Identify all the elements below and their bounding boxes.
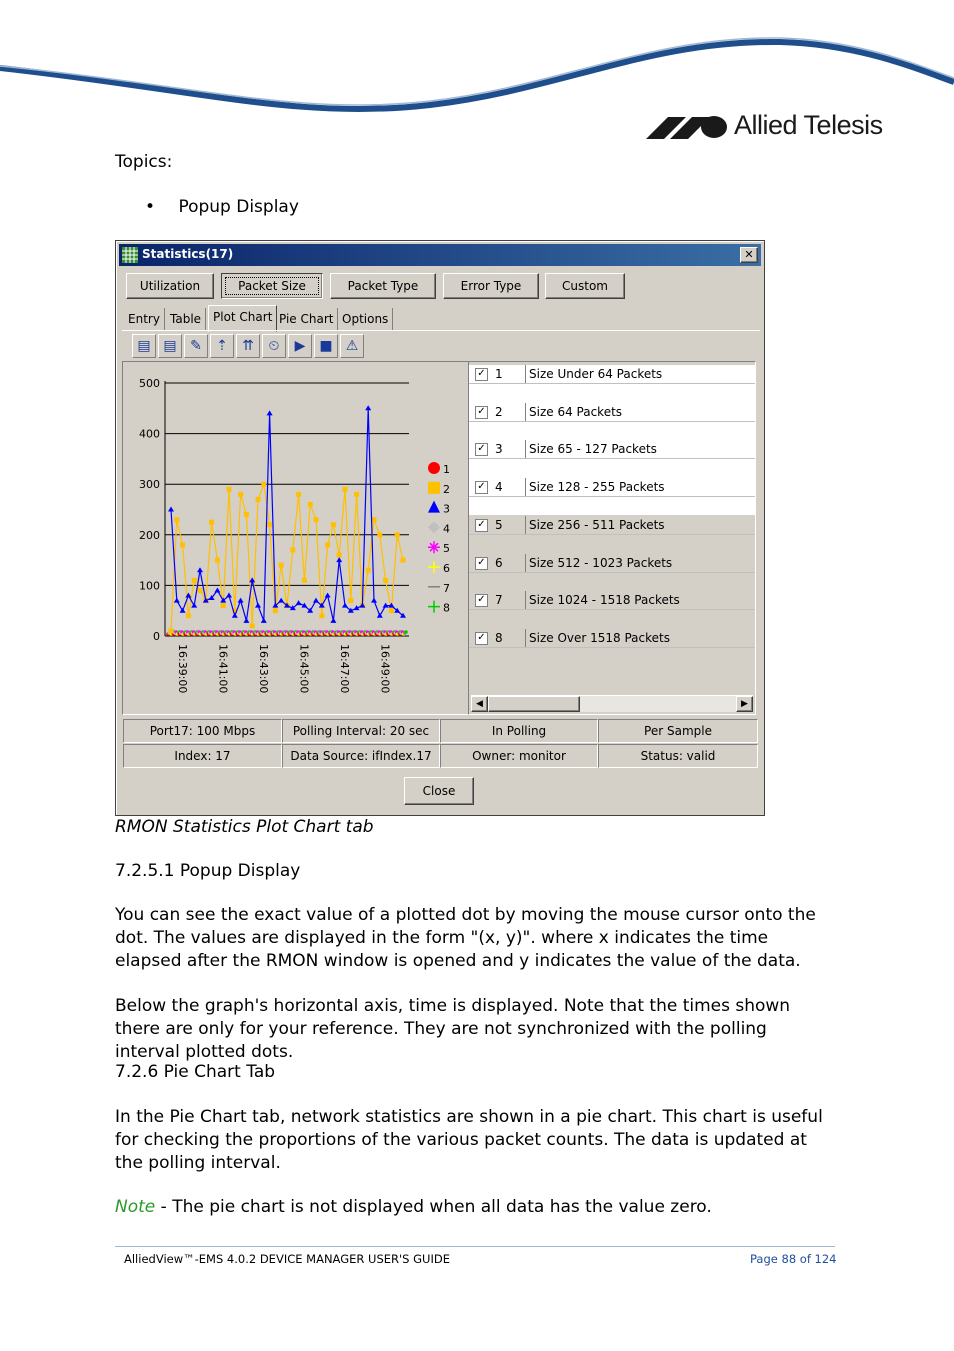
clear-icon: ✎	[190, 338, 202, 354]
column-divider	[525, 629, 526, 647]
toolbar-button[interactable]	[184, 334, 208, 358]
footer-rule	[115, 1246, 835, 1247]
checkbox[interactable]: ✓	[475, 481, 488, 494]
tab-options[interactable]: Options	[338, 308, 393, 330]
custom-button[interactable]: Custom	[545, 273, 625, 299]
scroll-left-button[interactable]: ◀	[471, 696, 488, 712]
legend-row[interactable]	[469, 403, 755, 422]
series-point	[174, 517, 179, 522]
legend-row-number: 4	[495, 480, 503, 495]
legend-row[interactable]	[469, 478, 755, 497]
status-cell: Polling Interval: 20 sec	[282, 719, 440, 743]
legend-mark-label: 2	[443, 482, 450, 496]
x-tick-label: 16:41:00	[216, 644, 230, 694]
series-point	[192, 578, 197, 583]
horizontal-scrollbar[interactable]	[471, 695, 753, 712]
topic-link-popup-display[interactable]: Popup Display	[178, 197, 299, 217]
close-icon: ✕	[744, 248, 754, 261]
alert-icon: ⚠	[345, 338, 359, 354]
series-point	[279, 563, 284, 568]
toolbar-button[interactable]	[236, 334, 260, 358]
section-heading-popup-display: 7.2.5.1 Popup Display	[115, 861, 301, 881]
footer-page: Page 88 of 124	[750, 1252, 837, 1266]
checkbox[interactable]: ✓	[475, 557, 488, 570]
legend-row-label: Size 256 - 511 Packets	[529, 517, 665, 532]
window-titlebar	[119, 244, 761, 266]
stop-icon: ■	[319, 338, 333, 354]
x-tick-label: 16:43:00	[257, 644, 270, 694]
note-paragraph	[115, 1196, 835, 1219]
series-point	[267, 522, 272, 527]
series-point	[198, 588, 203, 593]
status-cell: Owner: monitor	[440, 744, 598, 768]
tab-plot-chart[interactable]: Plot Chart	[208, 305, 277, 332]
series-point	[325, 542, 330, 547]
time-icon: ⏲	[268, 338, 280, 354]
tab-pie-chart[interactable]: Pie Chart	[275, 308, 338, 330]
window-close-button[interactable]	[740, 247, 758, 263]
series-point	[180, 542, 185, 547]
series-point	[348, 598, 353, 603]
legend-row[interactable]	[469, 629, 755, 648]
series-point	[256, 497, 261, 502]
checkbox[interactable]: ✓	[475, 519, 488, 532]
series-point	[169, 628, 174, 633]
legend-mark	[428, 482, 440, 494]
legend-row[interactable]	[469, 554, 755, 573]
y-tick-label: 300	[139, 478, 160, 492]
y-tick-label: 100	[139, 579, 160, 593]
legend-row-number: 2	[495, 404, 503, 419]
legend-row[interactable]	[469, 440, 755, 459]
status-cell: Per Sample	[598, 719, 758, 743]
legend-row-number: 1	[495, 367, 503, 381]
legend-row-label: Size 128 - 255 Packets	[529, 480, 665, 495]
legend-mark-label: 3	[443, 502, 450, 516]
statistics-window	[115, 240, 765, 816]
column-divider	[525, 478, 526, 496]
series-point	[186, 613, 191, 618]
legend-row-number: 7	[495, 593, 503, 608]
series-point	[314, 517, 319, 522]
series-point	[250, 623, 255, 628]
legend-row[interactable]	[469, 365, 755, 384]
play-icon: ▶	[294, 338, 306, 354]
series-point	[261, 482, 266, 487]
legend-mark-label: 7	[443, 581, 450, 595]
series-point	[244, 512, 249, 517]
series-point	[296, 492, 301, 497]
y-tick-label: 0	[153, 630, 160, 643]
series-point	[372, 517, 377, 522]
error-type-button[interactable]: Error Type	[443, 273, 539, 299]
chart-background	[123, 362, 468, 714]
series-point	[290, 547, 295, 552]
up-double-icon: ⇈	[242, 338, 254, 354]
brand-logo	[646, 110, 906, 146]
tab-table[interactable]: Table	[166, 308, 206, 330]
legend-row-number: 8	[495, 630, 503, 645]
x-tick-label: 16:49:00	[378, 644, 392, 694]
series-point	[227, 487, 232, 492]
series-point	[395, 532, 400, 537]
series-point	[238, 492, 243, 497]
y-tick-label: 400	[139, 427, 160, 441]
tab-divider	[122, 330, 760, 331]
brand-mark-icon	[646, 113, 730, 143]
legend-row-label: Size 65 - 127 Packets	[529, 442, 657, 457]
toolbar-button[interactable]	[158, 334, 182, 358]
series-point	[354, 492, 359, 497]
series-point	[383, 578, 388, 583]
legend-row-number: 6	[495, 555, 503, 570]
legend-row[interactable]	[469, 516, 755, 535]
toolbar-button[interactable]	[288, 334, 312, 358]
topics-list	[145, 196, 299, 219]
tab-entry[interactable]: Entry	[124, 308, 165, 330]
series-point	[331, 522, 336, 527]
status-cell: Status: valid	[598, 744, 758, 768]
series-point	[401, 558, 406, 563]
window-title: Statistics(17)	[142, 247, 234, 261]
toolbar-button[interactable]	[262, 334, 286, 358]
toolbar-button[interactable]	[340, 334, 364, 358]
scroll-right-button[interactable]: ▶	[736, 696, 753, 712]
checkbox[interactable]: ✓	[475, 443, 488, 456]
note-text: - The pie chart is not displayed when all data has the value zero.	[155, 1197, 712, 1217]
checkbox[interactable]: ✓	[475, 406, 488, 419]
column-divider	[525, 516, 526, 534]
y-tick-label: 500	[139, 377, 160, 390]
brand-name: Allied Telesis	[734, 110, 883, 140]
legend-row[interactable]	[469, 591, 755, 610]
paragraph-pie-chart: In the Pie Chart tab, network statistics are shown in a pie chart. This chart is useful for checking the proportions of the various packet counts. The data is updated at the polling interval.	[115, 1107, 823, 1173]
scroll-thumb[interactable]	[488, 696, 580, 712]
column-divider	[525, 403, 526, 421]
bullet: •	[145, 197, 156, 217]
section-heading-pie-chart: 7.2.6 Pie Chart Tab	[115, 1062, 276, 1082]
legend-mark-label: 8	[443, 601, 450, 615]
status-cell: In Polling	[440, 719, 598, 743]
stack-icon: ▤	[137, 338, 151, 354]
x-tick-label: 16:47:00	[338, 644, 351, 694]
paragraph-popup-2: Below the graph's horizontal axis, time is displayed. Note that the times shown there are only for your reference. They are not synchronized with the polling interval plotted dots.	[115, 996, 791, 1062]
checkbox[interactable]: ✓	[475, 368, 488, 381]
series-point	[404, 630, 408, 634]
series-point	[302, 578, 307, 583]
series-point	[209, 520, 214, 525]
series-point	[389, 608, 394, 613]
note-label: Note	[115, 1197, 156, 1217]
series-point	[273, 608, 278, 613]
up-icon: ⇡	[216, 338, 228, 354]
paragraph-popup-1: You can see the exact value of a plotted dot by moving the mouse cursor onto the dot. The values are displayed in the form "(x, y)". where x indicates the time elapsed after the RMON window is opened and y indicates the value of the data.	[115, 905, 816, 971]
legend-row-number: 3	[495, 442, 503, 457]
plot-chart	[123, 362, 468, 714]
legend-row-label: Size 512 - 1023 Packets	[529, 555, 673, 570]
checkbox[interactable]: ✓	[475, 594, 488, 607]
x-tick-label: 16:45:00	[297, 644, 311, 694]
column-divider	[525, 440, 526, 458]
series-point	[221, 603, 226, 608]
packet-size-button[interactable]: Packet Size	[221, 273, 323, 299]
series-point	[319, 613, 324, 618]
legend-row-label: Size 64 Packets	[529, 404, 623, 419]
legend-mark-label: 1	[443, 463, 450, 476]
grid-icon	[122, 247, 138, 263]
toolbar-button[interactable]	[314, 334, 338, 358]
figure-caption: RMON Statistics Plot Chart tab	[115, 817, 374, 837]
status-cell: Index: 17	[123, 744, 282, 768]
legend-row-number: 5	[495, 517, 503, 532]
legend-mark-label: 5	[443, 542, 450, 556]
status-cell: Port17: 100 Mbps	[123, 719, 282, 743]
stack-icon: ▤	[163, 338, 177, 354]
legend-mark-label: 6	[443, 562, 450, 575]
toolbar-button[interactable]	[210, 334, 234, 358]
series-point	[308, 502, 313, 507]
utilization-button[interactable]: Utilization	[126, 273, 214, 299]
toolbar-button[interactable]	[132, 334, 156, 358]
column-divider	[525, 591, 526, 609]
y-tick-label: 200	[139, 528, 160, 542]
close-button[interactable]: Close	[404, 777, 474, 805]
legend-mark	[428, 462, 440, 474]
series-point	[377, 532, 382, 537]
chart-panel	[122, 361, 469, 715]
footer-title: AlliedView™-EMS 4.0.2 DEVICE MANAGER USER'S GUIDE	[124, 1252, 450, 1266]
legend-row-label: Size Under 64 Packets	[529, 367, 663, 381]
status-cell: Data Source: ifIndex.17	[282, 744, 440, 768]
series-point	[337, 553, 342, 558]
topics-label: Topics:	[115, 152, 173, 172]
legend-row-label: Size 1024 - 1518 Packets	[529, 593, 680, 608]
legend-row-label: Size Over 1518 Packets	[529, 630, 670, 645]
column-divider	[525, 365, 526, 383]
series-point	[366, 568, 371, 573]
checkbox[interactable]: ✓	[475, 632, 488, 645]
column-divider	[525, 554, 526, 572]
legend-mark-label: 4	[443, 522, 450, 536]
legend-list	[468, 361, 756, 715]
series-point	[215, 558, 220, 563]
x-tick-label: 16:39:00	[176, 644, 189, 694]
legend-rows	[469, 365, 755, 645]
series-point	[343, 487, 348, 492]
packet-type-button[interactable]: Packet Type	[330, 273, 436, 299]
